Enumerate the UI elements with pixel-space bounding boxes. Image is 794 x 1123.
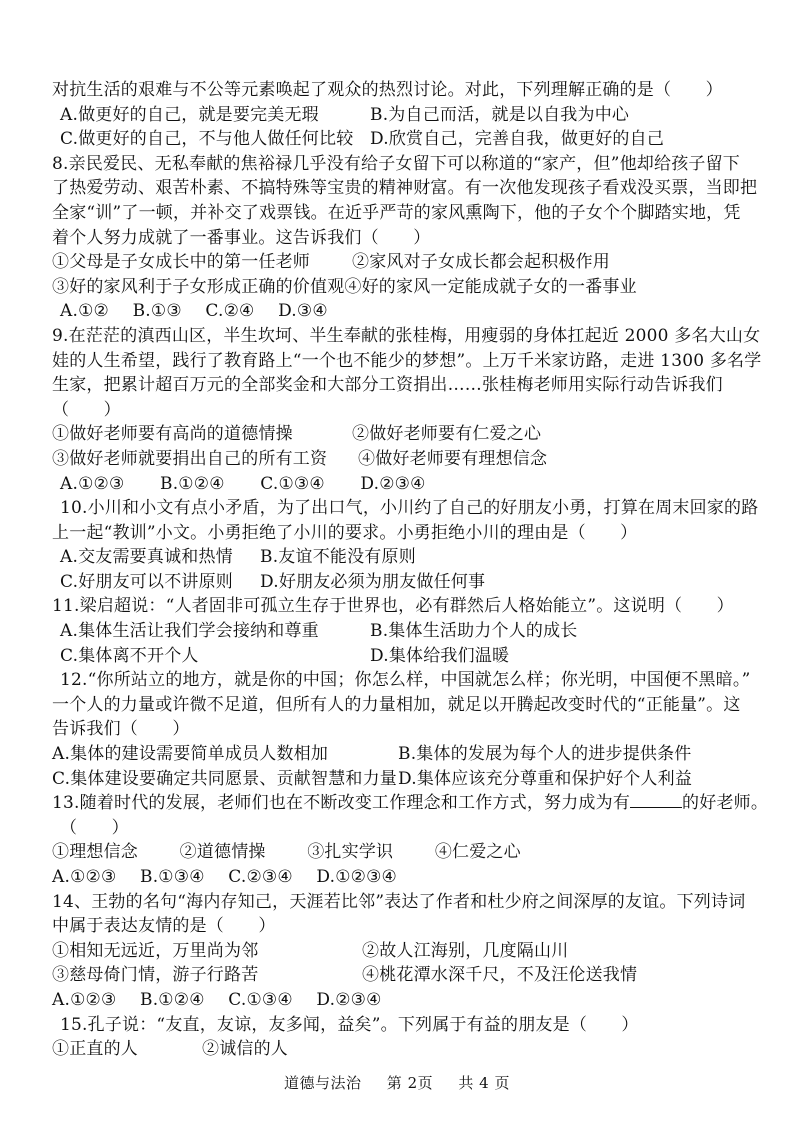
q8-answer-b: B.①③ — [132, 301, 182, 322]
q14-answers — [52, 988, 754, 1013]
q13-statement-1: ①理想信念 — [52, 842, 138, 863]
q12-stem-line: 告诉我们（ ） — [52, 719, 190, 740]
q13-answer-d: D.①②③④ — [316, 867, 397, 887]
q7-options-cd — [52, 127, 754, 152]
q13-answers — [52, 865, 754, 890]
q8-answer-a: A.①② — [60, 301, 109, 322]
q9-answer-a: A.①②③ — [60, 473, 125, 494]
q9-answers — [52, 472, 754, 497]
q8-statement-4: ④好的家风一定能成就子女的一番事业 — [344, 276, 637, 297]
q14-stem-line: 14、王勃的名句“海内存知己，天涯若比邻”表达了作者和杜少府之间深厚的友谊。下列诗词 — [52, 891, 746, 912]
q9-statements-34 — [52, 447, 754, 472]
q8-stem-line: 全家“训”了一顿，并补交了戏票钱。在近乎严苛的家风熏陶下，他的子女个个脚踏实地，凭 — [52, 202, 741, 223]
q13-stem-before: 13.随着时代的发展，老师们也在不断改变工作理念和工作方式，努力成为有 — [52, 793, 631, 814]
q12-stem-line: 12.“你所站立的地方，就是你的中国；你怎么样，中国就怎么样；你光明，中国便不黑暗。” — [60, 670, 751, 691]
q11-option-c: C.集体离不开个人 — [60, 645, 199, 666]
q12-option-a: A.集体的建设需要简单成员人数相加 — [52, 744, 329, 765]
q8-stem-line: 8.亲民爱民、无私奉献的焦裕禄几乎没有给子女留下可以称道的“家产，但”他却给孩子留下 — [52, 153, 740, 174]
q12-options-cd — [52, 767, 754, 792]
q10-option-a: A.交友需要真诚和热情 — [60, 547, 233, 568]
q14-stem-line: 中属于表达友情的是（ ） — [52, 916, 276, 937]
q8-statement-2: ②家风对子女成长都会起积极作用 — [352, 252, 610, 273]
q13-stem-after: 的好老师。 — [682, 793, 769, 814]
q10-option-c: C.好朋友可以不讲原则 — [60, 571, 234, 592]
q13-fill-blank — [630, 791, 682, 808]
q9-statement-1: ①做好老师要有高尚的道德情操 — [52, 424, 293, 445]
q12-options-ab — [52, 742, 754, 767]
q12-stem-line: 一个人的力量或许微不足道，但所有人的力量相加，就足以开腾起改变时代的“正能量”。这 — [52, 694, 741, 715]
q11-stem: 11.梁启超说：“人者固非可孤立生存于世界也，必有群然后人格始能立”。这说明（ ） — [52, 596, 734, 617]
q11-options-cd — [52, 644, 754, 669]
page-footer — [0, 1072, 794, 1093]
q9-answer-c: C.①③④ — [260, 473, 325, 494]
q13-statement-3: ③扎实学识 — [307, 842, 394, 863]
q9-stem-line: 9.在茫茫的滇西山区，半生坎坷、半生奉献的张桂梅，用瘦弱的身体扛起近 2000 多名大山女 — [52, 325, 761, 346]
q13-stem — [52, 791, 769, 816]
q9-statement-2: ②做好老师要有仁爱之心 — [352, 424, 542, 445]
q14-statement-3: ③慈母倚门情，游子行路苦 — [52, 965, 259, 986]
q15-statement-2: ②诚信的人 — [202, 1039, 288, 1060]
q14-answer-b: B.①②④ — [140, 989, 205, 1010]
q8-answer-d: D.③④ — [278, 301, 328, 322]
q8-stem-line: 着个人努力成就了一番事业。这告诉我们（ ） — [52, 227, 431, 248]
q12-option-c: C.集体建设要确定共同愿景、贡献智慧和力量 — [52, 768, 398, 789]
q7-option-c: C.做更好的自己，不与他人做任何比较 — [60, 129, 354, 150]
q11-option-d: D.集体给我们温暖 — [370, 645, 510, 666]
q12-option-b: B.集体的发展为每个人的进步提供条件 — [398, 744, 692, 765]
q15-statement-1: ①正直的人 — [52, 1039, 138, 1060]
q13-statement-2: ②道德情操 — [179, 842, 266, 863]
q9-answer-d: D.②③④ — [360, 473, 426, 494]
q10-option-d: D.好朋友必须为朋友做任何事 — [260, 571, 486, 592]
q9-answer-b: B.①②④ — [160, 473, 225, 494]
q7-option-b: B.为自己而活，就是以自我为中心 — [370, 104, 630, 125]
q10-option-b: B.友谊不能没有原则 — [260, 547, 416, 568]
q11-option-a: A.集体生活让我们学会接纳和尊重 — [60, 621, 319, 642]
q7-option-d: D.欣赏自己，完善自我，做更好的自己 — [370, 129, 665, 150]
q9-statement-4: ④做好老师要有理想信念 — [358, 448, 548, 469]
q9-statement-3: ③做好老师就要捐出自己的所有工资 — [52, 448, 328, 469]
q13-answer-a: A.①②③ — [52, 867, 117, 887]
q7-option-a: A.做更好的自己，就是要完美无瑕 — [60, 104, 319, 125]
q10-stem-line: 10.小川和小文有点小矛盾，为了出口气，小川约了自己的好朋友小勇，打算在周末回家的路 — [60, 498, 759, 519]
q8-statements-12 — [52, 250, 754, 275]
q13-answer-c: C.②③④ — [228, 867, 293, 887]
footer-page-total: 共 4 页 — [458, 1074, 510, 1092]
q15-stem: 15.孔子说：“友直，友谅，友多闻，益矣”。下列属于有益的朋友是（ ） — [60, 1014, 639, 1035]
q7-options-ab — [52, 103, 754, 128]
q14-statement-1: ①相知无远近，万里尚为邻 — [52, 940, 259, 961]
q13-statements — [52, 840, 754, 865]
q15-statements — [52, 1037, 754, 1062]
q12-option-d: D.集体应该充分尊重和保护好个人利益 — [398, 768, 693, 789]
q8-statement-1: ①父母是子女成长中的第一任老师 — [52, 252, 310, 273]
q9-stem-line: （ ） — [52, 399, 121, 420]
q14-statements-34 — [52, 963, 754, 988]
q14-statement-4: ④桃花潭水深千尺，不及汪伦送我情 — [362, 965, 638, 986]
q8-stem-line: 了热爱劳动、艰苦朴素、不搞特殊等宝贵的精神财富。有一次他发现孩子看戏没买票，当即把 — [52, 178, 758, 199]
q8-answers — [52, 299, 754, 324]
q9-stem-line: 生家，把累计超百万元的全部奖金和大部分工资捐出……张桂梅老师用实际行动告诉我们 — [52, 375, 723, 396]
q14-answer-d: D.②③④ — [316, 989, 382, 1010]
q10-stem-line: 上一起“教训”小文。小勇拒绝了小川的要求。小勇拒绝小川的理由是（ ） — [52, 522, 638, 543]
q8-answer-c: C.②④ — [205, 301, 255, 322]
footer-subject: 道德与法治 — [284, 1074, 362, 1092]
q11-option-b: B.集体生活助力个人的成长 — [370, 621, 578, 642]
q8-statement-3: ③好的家风利于子女形成正确的价值观 — [52, 276, 345, 297]
q13-statement-4: ④仁爱之心 — [434, 842, 521, 863]
q14-answer-a: A.①②③ — [52, 989, 117, 1010]
q7-stem: 对抗生活的艰难与不公等元素唤起了观众的热烈讨论。对此，下列理解正确的是（ ） — [52, 80, 723, 100]
q13-answer-b: B.①③④ — [140, 867, 205, 887]
q10-options-ab — [52, 545, 754, 570]
q14-statement-2: ②故人江海别，几度隔山川 — [362, 940, 569, 961]
q9-statements-12 — [52, 422, 754, 447]
q10-options-cd — [52, 570, 754, 595]
q14-statements-12 — [52, 939, 754, 964]
footer-page-number: 第 2页 — [386, 1074, 434, 1092]
q13-paren: （ ） — [60, 817, 129, 838]
q9-stem-line: 娃的人生希望，践行了教育路上“一个也不能少的梦想”。上万千米家访路，走进 1300 多名学 — [52, 350, 762, 371]
q8-statements-34 — [52, 275, 754, 300]
q11-options-ab — [52, 619, 754, 644]
q14-answer-c: C.①③④ — [228, 989, 293, 1010]
